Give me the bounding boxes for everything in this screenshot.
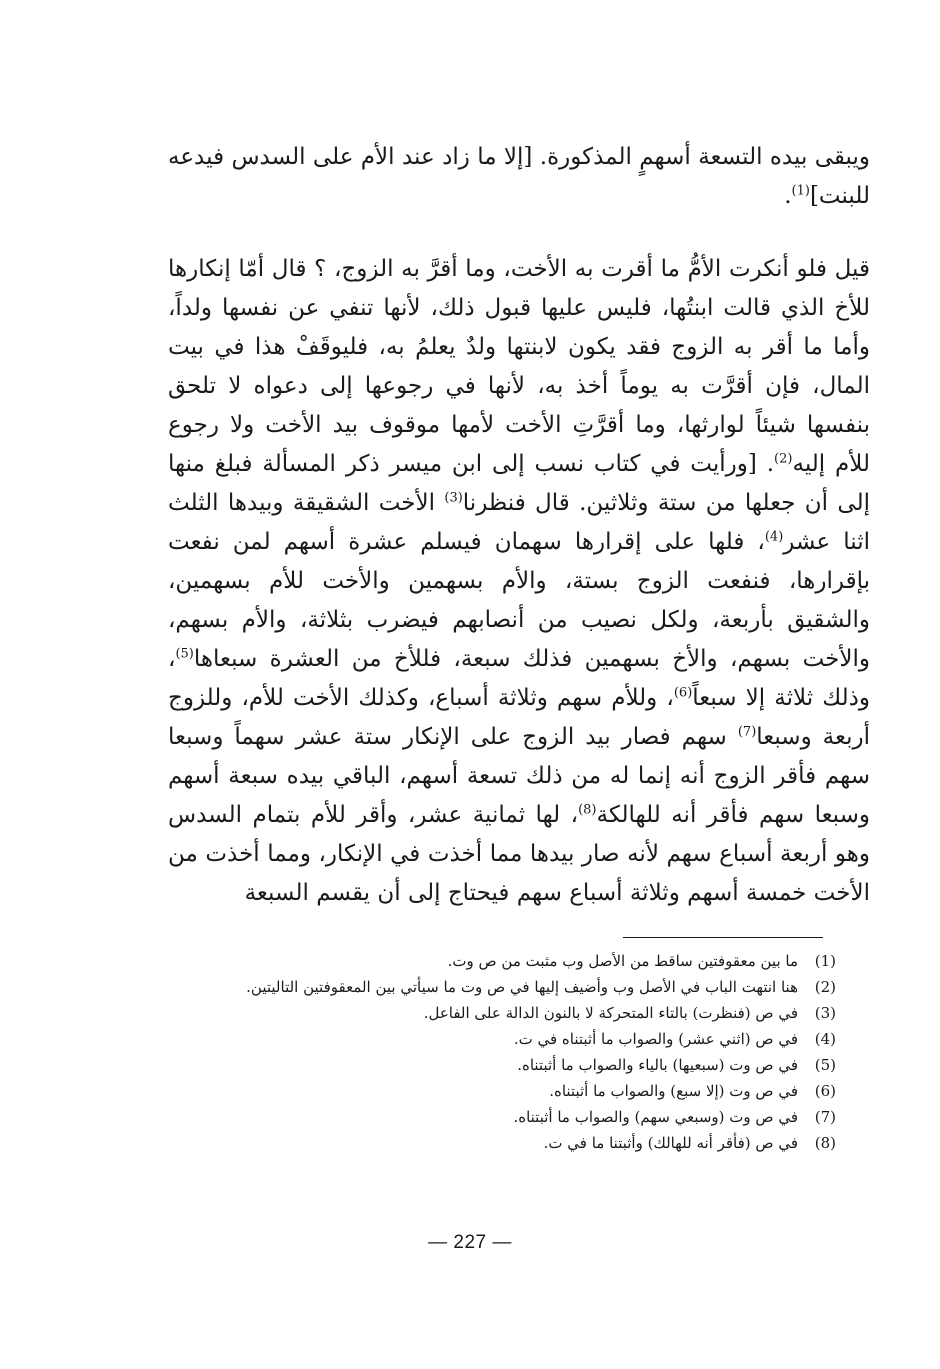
footnote-7 xyxy=(160,1104,836,1130)
footnote-reference: (6) xyxy=(673,685,693,701)
footnote-text: في ص (فأقر أنه للهالك) وأثبتنا ما في ت. xyxy=(543,1134,798,1152)
footnote-text: هنا انتهت الباب في الأصل وب وأضيف إليها في ص وت ما سيأتي بين المعقوفتين التاليتين. xyxy=(246,978,798,996)
footnote-number: (5) xyxy=(814,1056,836,1074)
footnote-number: (8) xyxy=(814,1134,836,1152)
main-text xyxy=(168,138,870,913)
paragraph-text: ، وللأم سهم وثلاثة أسباع، وكذلك الأخت للأم، وللزوج أربعة وسبعا xyxy=(168,685,870,750)
footnote-5 xyxy=(160,1052,836,1078)
footnote-text: في ص وت (سبعيها) بالياء والصواب ما أثبتناه. xyxy=(517,1056,798,1074)
footnote-number: (6) xyxy=(814,1082,836,1100)
paragraph-text: . [ورأيت في كتاب نسب إلى ابن ميسر ذكر المسألة فبلغ منها إلى أن جعلها من ستة وثلاثين. قال فنظرنا xyxy=(168,451,870,516)
paragraph xyxy=(168,250,870,913)
footnote-number: (3) xyxy=(814,1004,836,1022)
footnote-number: (4) xyxy=(814,1030,836,1048)
paragraph-text: . xyxy=(784,183,792,209)
footnote-number: (1) xyxy=(814,952,836,970)
paragraph-text: سهم فصار بيد الزوج على الإنكار ستة عشر سهماً وسبعا سهم فأقر الزوج أنه إنما له من ذلك تسعة أسهم، الباقي بيده سبعة أسهم وسبعا سهم فأقر أنه للهالكة xyxy=(168,724,870,828)
paragraph-text: ، وذلك ثلاثة إلا سبعاً xyxy=(168,646,870,711)
footnote-3 xyxy=(160,1000,836,1026)
footnote-reference: (2) xyxy=(774,451,793,467)
paragraph-text: ، فلها على إقرارها سهمان فيسلم عشرة أسهم لمن نفعت بإقرارها، فنفعت الزوج بستة، والأم بسهمين والأخت للأم بسهمين، والشقيق بأربعة، ولكل نصيب من أنصابهم فيضرب بثلاثة، والأم بسهم، والأخت بسهم، والأخ بسهمين فذلك سبعة، فللأخ من العشرة سبعاها xyxy=(168,529,870,672)
footnote-reference: (1) xyxy=(791,183,810,199)
paragraph-text: ويبقى بيده التسعة أسهمٍ المذكورة. [إلا ما زاد عند الأم على السدس فيدعه للبنت] xyxy=(168,144,870,209)
footnote-text: ما بين معقوفتين ساقط من الأصل وب مثبت من ص وت. xyxy=(447,952,798,970)
footnote-text: في ص وت (إلا سبع) والصواب ما أثبتناه. xyxy=(549,1082,798,1100)
page-number: — 227 — xyxy=(428,1232,512,1253)
footnote-reference: (4) xyxy=(764,529,784,545)
paragraph xyxy=(168,138,870,216)
footnote-text: في ص وت (وسبعي سهم) والصواب ما أثبتناه. xyxy=(513,1108,798,1126)
footnote-8 xyxy=(160,1130,836,1156)
footnote-4 xyxy=(160,1026,836,1052)
footnote-number: (7) xyxy=(814,1108,836,1126)
footnote-reference: (7) xyxy=(737,724,757,740)
paragraph-text: قيل فلو أنكرت الأمُّ ما أقرت به الأخت، وما أقرَّ به الزوج، ؟ قال أمّا إنكارها للأخ الذي قالت ابنتُها، فليس عليها قبول ذلك، لأنها تنفي عن نفسها ولداً، وأما ما أقر به الزوج فقد يكون لابنتها ولدٌ يعلمُ به، فليوقَفْ هذا في بيت المال، فإن أقرَّت به يوماً أخذ به، لأنها في رجوعها إلى دعواه لا تلحق بنفسها شيئاً لوارثها، وما أقرَّتِ الأخت لأمها موقوف بيد الأخت ولا رجوع للأم إليه xyxy=(168,256,870,477)
footnotes-list xyxy=(160,948,836,1156)
footnote-number: (2) xyxy=(814,978,836,996)
footnote-6 xyxy=(160,1078,836,1104)
footnote-reference: (3) xyxy=(444,490,463,506)
footnote-separator xyxy=(623,937,823,938)
paragraph-text: الأخت الشقيقة وبيدها الثلث اثنا عشر xyxy=(168,490,871,555)
paragraph-text: ، لها ثمانية عشر، وأقر للأم بتمام السدس وهو أربعة أسباع سهم لأنه صار بيدها مما أخذت في الإنكار، ومما أخذت من الأخت خمسة أسهم وثلاثة أسباع سهم فيحتاج إلى أن يقسم السبعة xyxy=(168,802,870,906)
footnote-text: في ص (اثني عشر) والصواب ما أثبتناه في ت. xyxy=(513,1030,798,1048)
footnote-1 xyxy=(160,948,836,974)
footnote-reference: (8) xyxy=(578,802,597,818)
footnote-text: في ص (فنظرت) بالتاء المتحركة لا بالنون الدالة على الفاعل. xyxy=(423,1004,798,1022)
footnote-reference: (5) xyxy=(175,646,194,662)
footnote-2 xyxy=(160,974,836,1000)
